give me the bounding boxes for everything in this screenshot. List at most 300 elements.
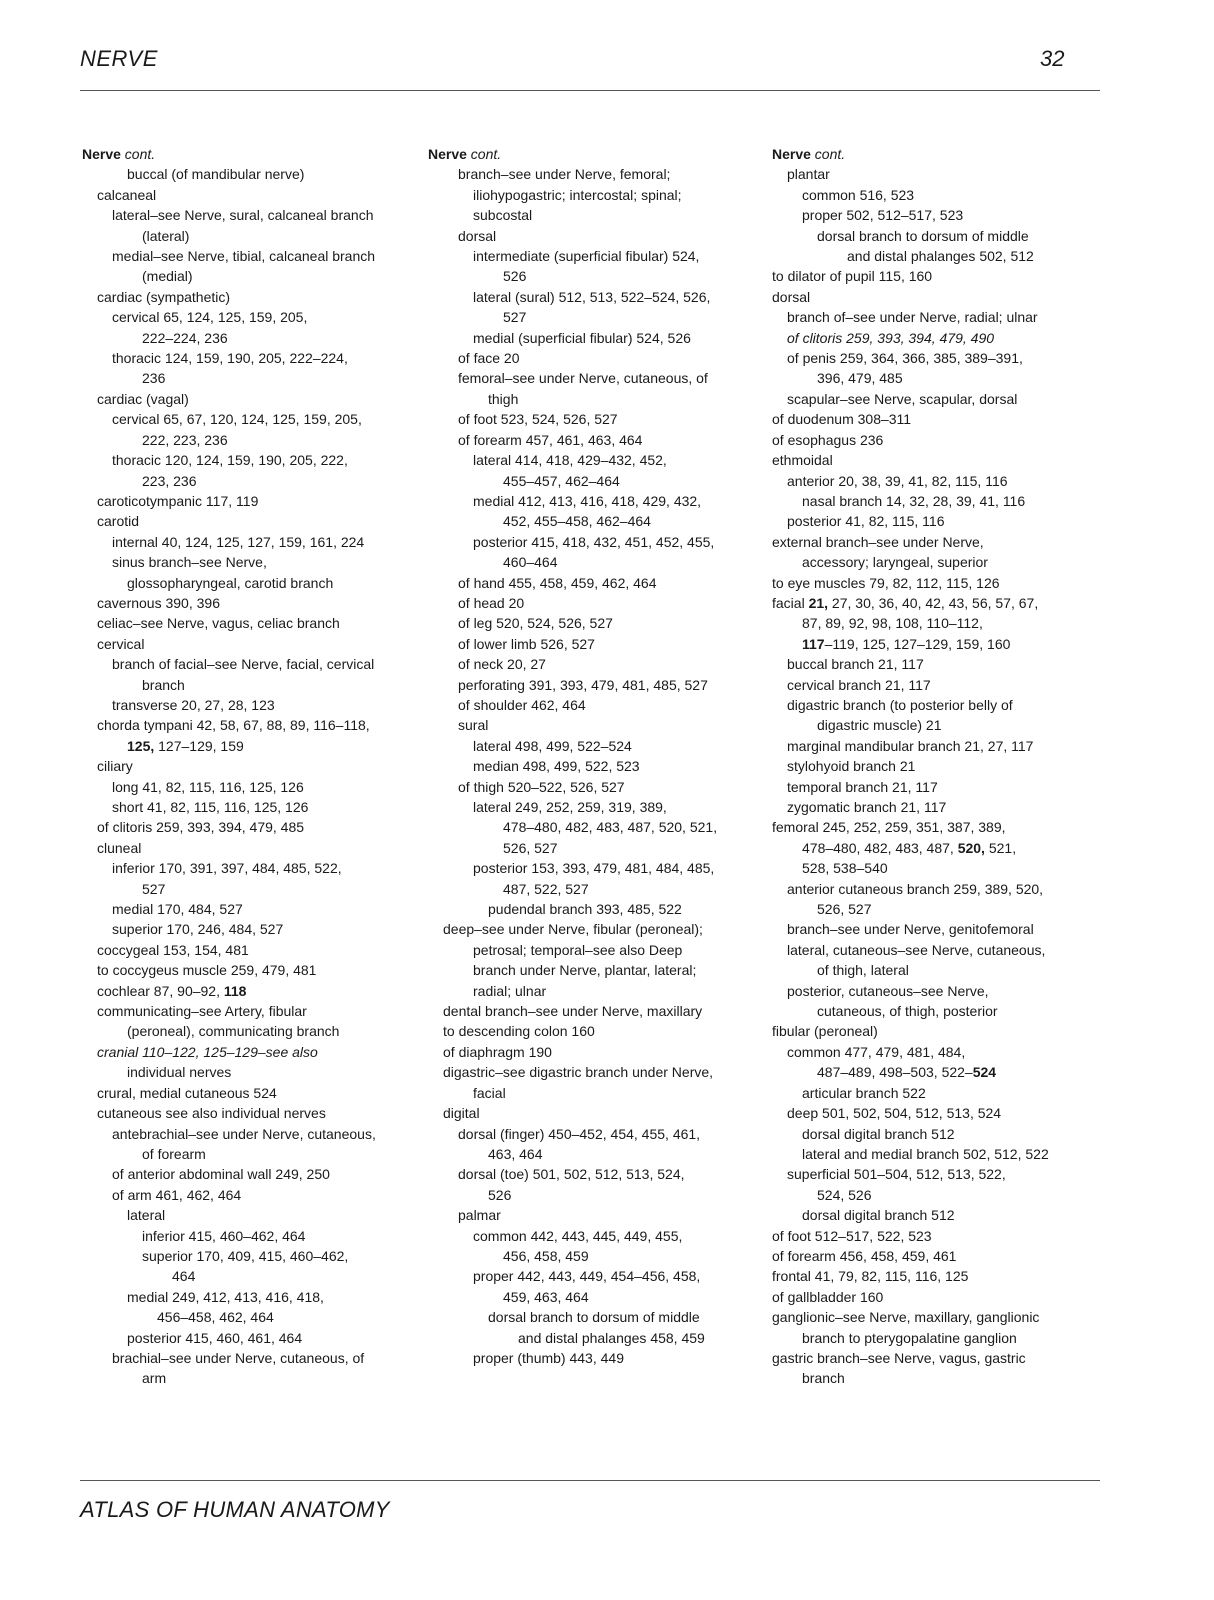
entry-text: proper 502, 512–517, 523 (802, 207, 964, 224)
index-entry (772, 981, 1102, 1001)
entry-text: perforating 391, 393, 479, 481, 485, 527 (458, 676, 708, 693)
index-entry (82, 1042, 412, 1062)
index-entry (428, 960, 758, 980)
index-entry (82, 246, 412, 266)
index-entry (772, 695, 1102, 715)
index-entry (82, 430, 412, 450)
entry-bold-page: 520, (957, 839, 985, 856)
entry-text: 487, 522, 527 (503, 880, 589, 897)
entry-text: femoral–see under Nerve, cutaneous, of (458, 370, 708, 387)
entry-text: lateral 249, 252, 259, 319, 389, (473, 799, 667, 815)
index-entry (772, 266, 1102, 286)
entry-text: medial 170, 484, 527 (112, 901, 243, 918)
index-entry (428, 552, 758, 572)
entry-text: 459, 463, 464 (503, 1288, 589, 1305)
entry-text: cutaneous see also individual nerves (97, 1105, 326, 1122)
entry-text: 524, 526 (817, 1186, 872, 1203)
index-entry (772, 511, 1102, 531)
entry-text: dorsal (finger) 450–452, 454, 455, 461, (458, 1125, 701, 1142)
index-entry (772, 756, 1102, 776)
entry-text: coccygeal 153, 154, 481 (97, 941, 249, 958)
entry-text: antebrachial–see under Nerve, cutaneous, (112, 1125, 376, 1142)
entry-text: medial (superficial fibular) 524, 526 (473, 329, 691, 346)
index-entry (428, 675, 758, 695)
entry-text: fibular (peroneal) (772, 1023, 878, 1040)
index-entry (428, 1144, 758, 1164)
index-entry (82, 675, 412, 695)
entry-text: medial 249, 412, 413, 416, 418, (127, 1288, 324, 1305)
entry-text: and distal phalanges 502, 512 (847, 248, 1034, 265)
entry-text: of head 20 (458, 594, 525, 611)
entry-text: 87, 89, 92, 98, 108, 110–112, (802, 615, 983, 632)
index-entry (428, 471, 758, 491)
entry-text: brachial–see under Nerve, cutaneous, of (112, 1349, 365, 1366)
entry-text: of forearm 456, 458, 459, 461 (772, 1247, 957, 1264)
entry-text: subcostal (473, 207, 533, 224)
index-entry (428, 1103, 758, 1123)
index-entry (772, 858, 1102, 878)
index-entry (428, 1246, 758, 1266)
index-entry (428, 307, 758, 327)
entry-bold-page: 21, (808, 594, 829, 611)
entry-text: calcaneal (97, 186, 157, 203)
index-entry (82, 817, 412, 837)
entry-text: chorda tympani 42, 58, 67, 88, 89, 116–118, (97, 717, 370, 734)
entry-text: gastric branch–see Nerve, vagus, gastric (772, 1349, 1026, 1366)
index-entry (82, 348, 412, 368)
entry-text: posterior 153, 393, 479, 481, 484, 485, (473, 860, 715, 877)
index-entry (772, 675, 1102, 695)
index-entry (772, 1144, 1102, 1164)
entry-text: lateral and medial branch 502, 512, 522 (802, 1145, 1049, 1162)
entry-text: posterior 415, 460, 461, 464 (127, 1329, 303, 1346)
index-entry (772, 1368, 1102, 1388)
entry-text: of clitoris 259, 393, 394, 479, 490 (787, 329, 995, 346)
entry-text: ganglionic–see Nerve, maxillary, ganglionic (772, 1309, 1040, 1326)
index-entry (428, 185, 758, 205)
index-entry (428, 532, 758, 552)
index-entry (428, 430, 758, 450)
entry-text: deep–see under Nerve, fibular (peroneal); (443, 921, 703, 938)
entry-text: pudendal branch 393, 485, 522 (488, 901, 682, 918)
index-entry (772, 634, 1102, 654)
entry-text: branch–see under Nerve, genitofemoral (787, 921, 1034, 938)
index-entry (428, 1001, 758, 1021)
index-entry (82, 450, 412, 470)
index-entry (772, 348, 1102, 368)
index-entry (82, 1246, 412, 1266)
index-entry (428, 879, 758, 899)
entry-text: petrosal; temporal–see also Deep (473, 941, 683, 958)
entry-text: palmar (458, 1207, 501, 1224)
index-entry (82, 981, 412, 1001)
entry-text: and distal phalanges 458, 459 (518, 1329, 705, 1346)
entry-text: inferior 415, 460–462, 464 (142, 1227, 306, 1244)
entry-text: (peroneal), communicating branch (127, 1023, 340, 1040)
index-entry (772, 838, 1102, 858)
index-column-3 (772, 144, 1102, 1389)
entry-text: of leg 520, 524, 526, 527 (458, 615, 613, 632)
continued-label: cont. (810, 146, 846, 162)
index-entry (772, 1266, 1102, 1286)
index-entry (82, 164, 412, 184)
entry-rest: 127–129, 159 (154, 737, 244, 754)
index-entry (82, 409, 412, 429)
entry-text: of thigh 520–522, 526, 527 (458, 778, 625, 795)
index-entry (428, 226, 758, 246)
index-entry (772, 409, 1102, 429)
entry-text: branch of facial–see Nerve, facial, cervical (112, 656, 375, 673)
entry-text: nasal branch 14, 32, 28, 39, 41, 116 (802, 492, 1026, 509)
entry-text: 527 (503, 309, 527, 326)
entry-text: cardiac (vagal) (97, 390, 189, 407)
entry-text: thoracic 120, 124, 159, 190, 205, 222, (112, 452, 348, 469)
entry-text: posterior, cutaneous–see Nerve, (787, 982, 989, 999)
index-entry (428, 838, 758, 858)
index-entry (428, 715, 758, 735)
entry-text: digital (443, 1105, 480, 1122)
entry-text: transverse 20, 27, 28, 123 (112, 696, 275, 713)
index-entry (428, 981, 758, 1001)
index-entry (82, 1144, 412, 1164)
index-entry (428, 777, 758, 797)
continued-label: cont. (120, 146, 156, 162)
entry-text: of face 20 (458, 350, 520, 367)
entry-text: 396, 479, 485 (817, 370, 903, 387)
index-entry (428, 266, 758, 286)
entry-text: thoracic 124, 159, 190, 205, 222–224, (112, 350, 348, 367)
entry-text: celiac–see Nerve, vagus, celiac branch (97, 615, 340, 632)
entry-text: internal 40, 124, 125, 127, 159, 161, 224 (112, 533, 365, 550)
index-entry (772, 777, 1102, 797)
entry-rest: 27, 30, 36, 40, 42, 43, 56, 57, 67, (828, 594, 1039, 611)
entry-text: lateral (sural) 512, 513, 522–524, 526, (473, 288, 711, 305)
entry-text: common 516, 523 (802, 186, 915, 203)
entry-text: 456, 458, 459 (503, 1247, 589, 1264)
index-entry (82, 838, 412, 858)
index-entry (82, 593, 412, 613)
entry-text: of diaphragm 190 (443, 1043, 552, 1060)
entry-text: lateral 414, 418, 429–432, 452, (473, 452, 667, 469)
index-entry (82, 777, 412, 797)
entry-text: of foot 512–517, 522, 523 (772, 1227, 932, 1244)
entry-text: of shoulder 462, 464 (458, 696, 586, 713)
entry-text: carotid (97, 513, 140, 530)
entry-text: intermediate (superficial fibular) 524, (473, 248, 700, 265)
index-entry (82, 1062, 412, 1082)
entry-text: of gallbladder 160 (772, 1288, 884, 1305)
index-entry (772, 1246, 1102, 1266)
running-foot-title: ATLAS OF HUMAN ANATOMY (80, 1497, 390, 1522)
entry-text: buccal branch 21, 117 (787, 656, 924, 673)
index-entry (82, 1307, 412, 1327)
entry-text: 222–224, 236 (142, 329, 228, 346)
entry-text: 456–458, 462, 464 (157, 1309, 274, 1326)
index-entry (772, 899, 1102, 919)
entry-text: of thigh, lateral (817, 962, 909, 979)
entry-bold-page: 524 (972, 1064, 997, 1081)
index-entry (82, 368, 412, 388)
index-entry (82, 1328, 412, 1348)
entry-text: cluneal (97, 839, 142, 856)
index-entry (428, 1164, 758, 1184)
index-entry (772, 1287, 1102, 1307)
index-entry (772, 389, 1102, 409)
column-lead (82, 144, 412, 164)
entry-text: branch of–see under Nerve, radial; ulnar (787, 309, 1038, 326)
index-entry (82, 471, 412, 491)
entry-text: 527 (142, 880, 166, 897)
index-entry (82, 715, 412, 735)
footer-rule (80, 1480, 1100, 1481)
index-entry (772, 1205, 1102, 1225)
index-entry (428, 736, 758, 756)
entry-text: superior 170, 246, 484, 527 (112, 921, 284, 938)
index-entry (82, 1205, 412, 1225)
index-entry (428, 368, 758, 388)
index-entry (772, 1001, 1102, 1021)
index-entry (772, 1164, 1102, 1184)
entry-text: scapular–see Nerve, scapular, dorsal (787, 390, 1018, 407)
index-entry (772, 1185, 1102, 1205)
index-entry (428, 797, 758, 817)
index-entry (428, 634, 758, 654)
index-entry (772, 919, 1102, 939)
index-entry (772, 593, 1102, 613)
index-entry (82, 940, 412, 960)
index-entry (82, 307, 412, 327)
entry-text: of neck 20, 27 (458, 656, 546, 673)
entry-text: to eye muscles 79, 82, 112, 115, 126 (772, 574, 1000, 591)
index-entry (772, 797, 1102, 817)
entry-text: 455–457, 462–464 (503, 472, 620, 489)
index-entry (82, 634, 412, 654)
entry-text: digastric branch (to posterior belly of (787, 696, 1013, 713)
index-entry (82, 1103, 412, 1123)
index-entry (82, 1124, 412, 1144)
entry-text: individual nerves (127, 1064, 232, 1081)
entry-text: to coccygeus muscle 259, 479, 481 (97, 962, 317, 979)
entry-text: (medial) (142, 268, 193, 285)
entry-text: glossopharyngeal, carotid branch (127, 574, 334, 591)
entry-text: frontal 41, 79, 82, 115, 116, 125 (772, 1268, 969, 1285)
entry-text: cutaneous, of thigh, posterior (817, 1003, 998, 1020)
entry-text: sural (458, 717, 489, 734)
index-entry (772, 736, 1102, 756)
entry-text: buccal (of mandibular nerve) (127, 166, 305, 183)
index-entry (82, 1368, 412, 1388)
entry-text: 526, 527 (817, 901, 872, 918)
entry-text: dorsal (772, 288, 811, 305)
index-entry (82, 654, 412, 674)
index-entry (772, 654, 1102, 674)
index-entry (82, 205, 412, 225)
entry-text: of hand 455, 458, 459, 462, 464 (458, 574, 657, 591)
entry-text: cervical 65, 67, 120, 124, 125, 159, 205, (112, 411, 362, 428)
index-entry (82, 1287, 412, 1307)
index-entry (82, 532, 412, 552)
entry-text: of anterior abdominal wall 249, 250 (112, 1166, 330, 1183)
entry-text: stylohyoid branch 21 (787, 758, 916, 775)
entry-text: inferior 170, 391, 397, 484, 485, 522, (112, 860, 342, 877)
index-entry (772, 532, 1102, 552)
entry-text: dorsal branch to dorsum of middle (488, 1309, 700, 1326)
index-entry (428, 756, 758, 776)
index-entry (772, 287, 1102, 307)
entry-text: superficial 501–504, 512, 513, 522, (787, 1166, 1006, 1183)
entry-text: femoral 245, 252, 259, 351, 387, 389, (772, 819, 1006, 836)
index-entry (772, 1348, 1102, 1368)
index-entry (772, 307, 1102, 327)
index-entry (428, 328, 758, 348)
index-entry (82, 1348, 412, 1368)
index-entry (772, 715, 1102, 735)
entry-text: common 442, 443, 445, 449, 455, (473, 1227, 683, 1244)
index-entry (772, 1103, 1102, 1123)
entry-text: deep 501, 502, 504, 512, 513, 524 (787, 1105, 1002, 1122)
index-entry (772, 491, 1102, 511)
index-entry (82, 1185, 412, 1205)
index-entry (82, 1083, 412, 1103)
entry-text: articular branch 522 (802, 1084, 926, 1101)
index-entry (428, 919, 758, 939)
entry-text: 487–489, 498–503, 522– (817, 1064, 973, 1081)
index-entry (428, 573, 758, 593)
index-entry (772, 613, 1102, 633)
index-entry (82, 797, 412, 817)
index-entry (428, 1124, 758, 1144)
entry-text: of clitoris 259, 393, 394, 479, 485 (97, 819, 305, 836)
entry-text: of forearm 457, 461, 463, 464 (458, 431, 643, 448)
entry-text: 452, 455–458, 462–464 (503, 513, 651, 530)
entry-text: of arm 461, 462, 464 (112, 1186, 242, 1203)
index-entry (82, 879, 412, 899)
entry-text: crural, medial cutaneous 524 (97, 1084, 277, 1101)
entry-text: medial 412, 413, 416, 418, 429, 432, (473, 492, 702, 509)
entry-text: 222, 223, 236 (142, 431, 228, 448)
entry-text: 528, 538–540 (802, 860, 888, 877)
index-entry (428, 817, 758, 837)
entry-text: to descending colon 160 (443, 1023, 595, 1040)
entry-text: proper 442, 443, 449, 454–456, 458, (473, 1268, 701, 1285)
index-entry (82, 491, 412, 511)
entry-text: anterior 20, 38, 39, 41, 82, 115, 116 (787, 472, 1008, 489)
index-entry (772, 879, 1102, 899)
entry-text: external branch–see under Nerve, (772, 533, 984, 550)
index-entry (772, 1021, 1102, 1041)
entry-text: thigh (488, 390, 519, 407)
entry-text: cervical (97, 635, 145, 652)
entry-text: branch to pterygopalatine ganglion (802, 1329, 1017, 1346)
index-entry (82, 858, 412, 878)
entry-text: dorsal digital branch 512 (802, 1207, 955, 1224)
index-entry (428, 1348, 758, 1368)
index-entry (82, 736, 412, 756)
entry-text: 478–480, 482, 483, 487, 520, 521, (503, 819, 718, 836)
index-entry (82, 1266, 412, 1286)
index-entry (82, 185, 412, 205)
continued-label: cont. (466, 146, 502, 162)
index-entry (82, 389, 412, 409)
index-entry (772, 552, 1102, 572)
index-entry (428, 389, 758, 409)
entry-text: 526 (503, 268, 527, 285)
index-entry (428, 491, 758, 511)
index-entry (428, 1307, 758, 1327)
lead-term: Nerve (82, 146, 121, 162)
entry-text: of foot 523, 524, 526, 527 (458, 411, 618, 428)
index-entry (772, 205, 1102, 225)
entry-text: 526, 527 (503, 839, 558, 856)
index-entry (772, 1083, 1102, 1103)
index-entry (772, 164, 1102, 184)
entry-text: dorsal (458, 227, 497, 244)
entry-rest: –119, 125, 127–129, 159, 160 (824, 635, 1011, 652)
index-entry (428, 1205, 758, 1225)
index-entry (428, 1021, 758, 1041)
index-entry (428, 940, 758, 960)
entry-text: dorsal (toe) 501, 502, 512, 513, 524, (458, 1166, 685, 1183)
entry-text: facial (473, 1084, 506, 1101)
index-entry (772, 940, 1102, 960)
index-entry (428, 1266, 758, 1286)
entry-text: cavernous 390, 396 (97, 594, 220, 611)
entry-text: (lateral) (142, 227, 190, 244)
index-entry (82, 613, 412, 633)
entry-text: lateral 498, 499, 522–524 (473, 737, 632, 754)
index-entry (82, 1021, 412, 1041)
index-entry (772, 1328, 1102, 1348)
index-entry (428, 1328, 758, 1348)
index-entry (772, 185, 1102, 205)
index-entry (772, 960, 1102, 980)
index-entry (428, 348, 758, 368)
entry-text: cardiac (sympathetic) (97, 288, 231, 305)
entry-text: 236 (142, 370, 166, 387)
index-entry (82, 756, 412, 776)
entry-text: short 41, 82, 115, 116, 125, 126 (112, 799, 309, 815)
entry-text: communicating–see Artery, fibular (97, 1003, 307, 1020)
index-entry (428, 593, 758, 613)
index-entry (772, 817, 1102, 837)
entry-text: lateral (127, 1207, 166, 1224)
entry-text: superior 170, 409, 415, 460–462, (142, 1247, 349, 1264)
index-entry (82, 919, 412, 939)
entry-bold-page: 118 (223, 982, 247, 999)
entry-text: plantar (787, 166, 830, 183)
entry-text: of duodenum 308–311 (772, 411, 912, 428)
index-entry (428, 205, 758, 225)
index-entry (82, 287, 412, 307)
index-entry (82, 552, 412, 572)
index-entry (772, 1226, 1102, 1246)
lead-term: Nerve (772, 146, 811, 162)
running-head-title: NERVE (80, 46, 158, 71)
entry-text: facial (772, 594, 809, 611)
entry-text: medial–see Nerve, tibial, calcaneal branch (112, 248, 376, 265)
index-entry (772, 450, 1102, 470)
entry-text: zygomatic branch 21, 117 (787, 799, 947, 815)
index-entry (772, 573, 1102, 593)
index-entry (428, 246, 758, 266)
entry-text: common 477, 479, 481, 484, (787, 1043, 966, 1060)
index-entry (82, 266, 412, 286)
entry-text: 526 (488, 1186, 512, 1203)
entry-text: 223, 236 (142, 472, 197, 489)
entry-text: branch under Nerve, plantar, lateral; (473, 962, 697, 979)
entry-text: dental branch–see under Nerve, maxillary (443, 1003, 703, 1020)
entry-text: lateral, cutaneous–see Nerve, cutaneous, (787, 941, 1046, 958)
